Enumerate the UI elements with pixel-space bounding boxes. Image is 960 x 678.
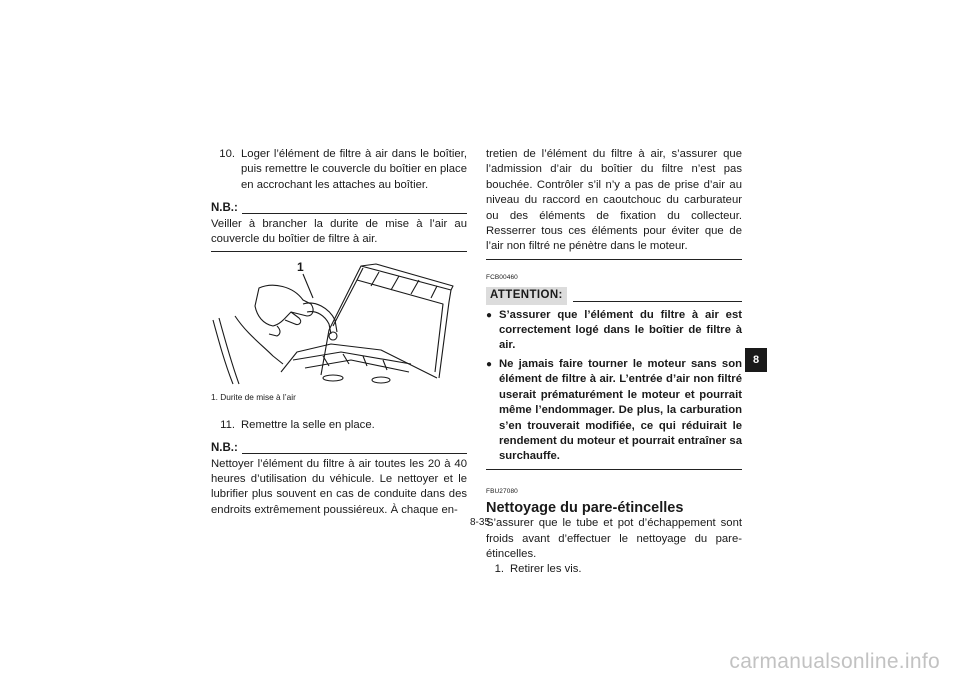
note-header [211, 441, 467, 456]
watermark: carmanualsonline.info [729, 650, 940, 673]
step-10 [211, 147, 467, 193]
step-number: 11. [220, 418, 235, 431]
section-step-1 [486, 562, 742, 577]
note-rule [242, 453, 467, 454]
right-column [486, 147, 742, 578]
bullet-dot: ● [486, 309, 493, 321]
note-text: Nettoyer l’élément du filtre à air toutes les 20 à 40 heures d’utilisation du véhicule. Le nettoyer et le lubrifier plus souvent en cas de conduite dans des endroits extrêmement poussiéreux. À chaque en- [211, 457, 467, 516]
paragraph-rule [486, 259, 742, 260]
step-text: Loger l’élément de filtre à air dans le boîtier, puis remettre le couvercle du boîtier en place en accrochant les attaches au boîtier. [241, 148, 467, 191]
note-text: Veiller à brancher la durite de mise à l’air au couvercle du boîtier de filtre à air. [211, 217, 467, 246]
section-title: Nettoyage du pare-étincelles [486, 500, 684, 517]
attention-rule [573, 301, 742, 302]
note-rule [242, 213, 467, 214]
attention-label: ATTENTION: [486, 287, 567, 304]
figure-caption: 1. Durite de mise à l’air [211, 392, 296, 403]
step-11 [211, 418, 467, 433]
attention-header [486, 287, 742, 304]
bullet-text: Ne jamais faire tourner le moteur sans son élément de filtre à air. L’entrée d’air non filtré userait prématurément le moteur et pourrait même l’endommager. De plus, la carburation s’en trouverait modifiée, ce qui réduirait le rendement du moteur et pourrait entraîner sa surchauffe. [499, 357, 742, 463]
continued-paragraph: tretien de l’élément du filtre à air, s’assurer que l’admission d’air du boîtier du filtre n’est pas bouchée. Contrôler s’il n’y a pas de prise d’air au niveau du raccord en caoutchouc du carburateur ou des éléments de fixation du collecteur. Resserrer tous ces éléments pour éviter que de l’air non filtré ne pénètre dans le moteur. [486, 148, 742, 253]
attention-code: FCB00460 [486, 273, 518, 281]
callout-number: 1 [297, 260, 304, 275]
section-code: FBU27080 [486, 487, 518, 495]
bullet-dot: ● [486, 358, 493, 370]
chapter-tab: 8 [745, 348, 767, 372]
attention-bullet [486, 357, 742, 465]
attention-bullet [486, 308, 742, 354]
step-number: 10. [219, 148, 235, 160]
step-text: Retirer les vis. [510, 563, 582, 576]
attention-end-rule [486, 469, 742, 470]
step-text: Remettre la selle en place. [241, 418, 375, 431]
air-filter-figure [211, 260, 467, 388]
note-label: N.B.: [211, 202, 238, 215]
bullet-text: S’assurer que l’élément du filtre à air est correctement logé dans le boîtier de filtre à air. [499, 308, 742, 352]
section-text: S’assurer que le tube et pot d’échappement sont froids avant d’effectuer le nettoyage du pare-étincelles. [486, 517, 742, 560]
air-box-illustration [211, 260, 467, 388]
note-header [211, 201, 467, 216]
step-number: 1. [494, 563, 504, 576]
note-label: N.B.: [211, 442, 238, 455]
left-column [211, 147, 467, 518]
page-number: 8-35 [469, 517, 490, 528]
note-end-rule [211, 251, 467, 252]
